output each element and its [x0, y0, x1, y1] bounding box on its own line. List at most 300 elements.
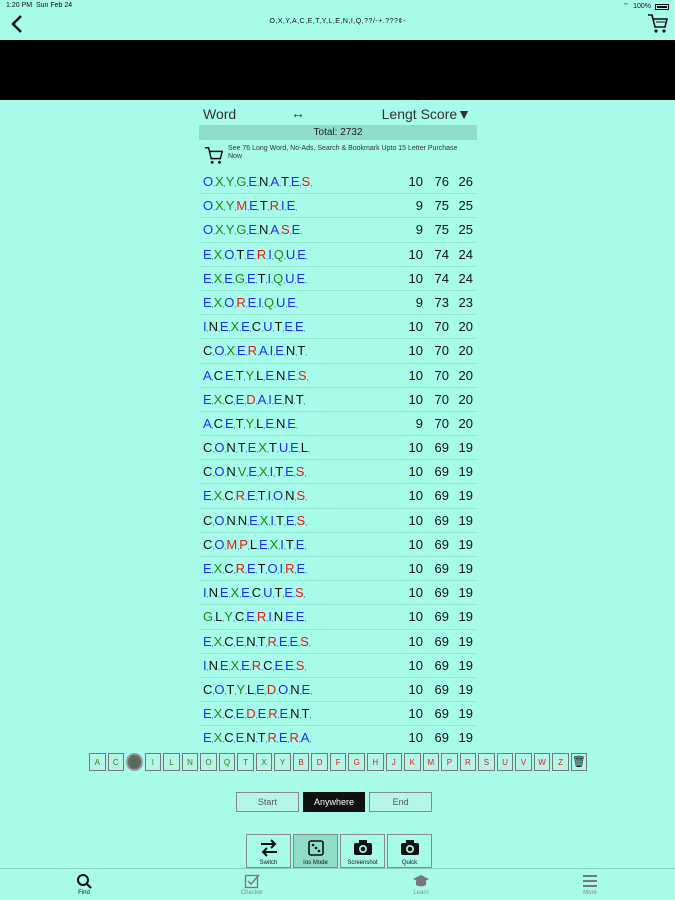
- word-text: [203, 537, 306, 552]
- word-letter: ,: [247, 543, 250, 551]
- tab-learn[interactable]: [401, 873, 441, 896]
- word-row[interactable]: [199, 194, 477, 218]
- word-letter: ,: [273, 350, 276, 358]
- word-scores: [405, 174, 473, 189]
- word-letter: ,: [222, 495, 225, 503]
- word-row[interactable]: [199, 412, 477, 436]
- key-x[interactable]: X: [256, 753, 273, 771]
- word-row[interactable]: [199, 678, 477, 702]
- word-letter: ,: [287, 737, 290, 745]
- key-g[interactable]: G: [348, 753, 365, 771]
- word-row[interactable]: [199, 509, 477, 533]
- word-row[interactable]: [199, 654, 477, 678]
- word-letter: ,: [283, 519, 286, 527]
- word-letter: ,: [285, 422, 288, 430]
- word-letter: ,: [235, 447, 238, 455]
- word-letter: ,: [239, 664, 242, 672]
- screenshot-label: Screenshot: [347, 860, 378, 866]
- word-letter: ,: [294, 519, 297, 527]
- word-letter: ,: [282, 326, 285, 334]
- word-letter: U: [278, 440, 289, 456]
- word-letter: ,: [247, 519, 250, 527]
- word-letter: S: [295, 464, 305, 480]
- word-letter: ,: [223, 181, 226, 188]
- word-letter: S: [301, 174, 311, 189]
- quick-label: Quick: [401, 860, 418, 866]
- score-n2: 69: [434, 440, 449, 456]
- word-letter: ,: [273, 519, 276, 527]
- word-letter: ,: [265, 568, 268, 575]
- word-letter: ,: [222, 616, 225, 624]
- word-letter: ,: [234, 205, 237, 213]
- word-letter: ,: [283, 471, 286, 479]
- position-selector: [236, 792, 432, 812]
- end-button[interactable]: End: [369, 792, 432, 812]
- word-letter: X: [226, 343, 236, 359]
- word-letter: ,: [288, 181, 291, 188]
- word-letter: N: [273, 609, 284, 625]
- word-letter: E: [203, 391, 212, 407]
- word-letter: N: [208, 657, 218, 673]
- word-row[interactable]: [199, 388, 477, 412]
- word-row[interactable]: [199, 364, 477, 388]
- word-text: [203, 198, 297, 213]
- key-m[interactable]: M: [423, 753, 440, 771]
- word-row[interactable]: [199, 291, 477, 315]
- score-n2: 70: [434, 319, 449, 335]
- word-letter: R: [235, 488, 245, 504]
- word-letter: ,: [295, 422, 298, 430]
- word-letter: ,: [271, 616, 274, 624]
- word-letter: E: [247, 294, 257, 310]
- key-b[interactable]: B: [293, 753, 310, 771]
- word-row[interactable]: [199, 436, 477, 460]
- word-letter: O: [214, 343, 225, 359]
- word-letter: E: [203, 488, 212, 504]
- word-letter: ,: [211, 374, 214, 382]
- word-letter: ,: [267, 471, 270, 479]
- word-letter: ,: [234, 181, 237, 188]
- word-letter: ,: [249, 326, 252, 334]
- word-row[interactable]: [199, 339, 477, 363]
- tab-bar: [0, 868, 675, 900]
- word-letter: R: [256, 246, 267, 262]
- word-letter: E: [249, 198, 258, 214]
- word-letter: S: [300, 633, 309, 649]
- key-p[interactable]: P: [441, 753, 458, 771]
- word-letter: S: [296, 488, 306, 504]
- word-letter: E: [249, 512, 258, 528]
- word-letter: ,: [268, 229, 271, 237]
- purchase-promo[interactable]: [199, 143, 477, 168]
- word-letter: N: [246, 730, 256, 746]
- score-n1: 10: [408, 681, 423, 697]
- word-letter: T: [237, 440, 246, 456]
- word-text: [203, 488, 307, 503]
- word-letter: I: [258, 294, 262, 310]
- word-letter: ,: [246, 229, 249, 237]
- word-letter: S: [295, 585, 304, 601]
- key-c[interactable]: C: [108, 753, 125, 771]
- word-letter: ,: [233, 374, 236, 382]
- word-letter: Y: [225, 222, 235, 238]
- word-letter: A: [259, 343, 268, 359]
- key-y[interactable]: Y: [274, 753, 291, 771]
- hamburger-icon: [582, 873, 598, 889]
- word-letter: ,: [273, 471, 276, 479]
- word-letter: E: [224, 270, 233, 286]
- word-letter: ,: [308, 447, 310, 455]
- word-letter: ,: [261, 326, 264, 334]
- key-i[interactable]: I: [145, 753, 162, 771]
- key-v[interactable]: V: [515, 753, 532, 771]
- word-letter: ,: [309, 713, 312, 721]
- word-sort-label[interactable]: Word: [203, 106, 237, 122]
- word-row[interactable]: [199, 170, 477, 194]
- key-q[interactable]: Q: [219, 753, 236, 771]
- word-letter: I: [279, 561, 284, 576]
- word-letter: N: [208, 585, 218, 601]
- word-letter: ,: [285, 301, 288, 309]
- word-letter: T: [274, 319, 283, 335]
- screenshot-button[interactable]: [340, 834, 385, 868]
- score-n3: 19: [458, 609, 473, 625]
- word-letter: X: [213, 730, 223, 746]
- tab-more[interactable]: [570, 873, 610, 896]
- word-letter: A: [300, 730, 310, 746]
- word-letter: ,: [233, 422, 236, 430]
- score-n3: 24: [458, 270, 473, 286]
- word-letter: ,: [272, 326, 275, 334]
- ios-mode-button[interactable]: [293, 834, 338, 868]
- word-scores: [405, 513, 473, 528]
- score-n3: 20: [458, 415, 473, 431]
- word-letter: ,: [276, 447, 279, 455]
- word-letter: E: [273, 391, 283, 407]
- word-letter: C: [224, 706, 234, 722]
- word-letter: ,: [293, 543, 296, 551]
- score-n2: 69: [434, 730, 449, 746]
- word-scores: [405, 609, 473, 624]
- word-letter: ,: [255, 277, 258, 285]
- word-letter: ,: [294, 277, 297, 285]
- score-n3: 19: [458, 464, 473, 480]
- word-letter: E: [219, 585, 229, 601]
- word-letter: ,: [287, 640, 290, 648]
- switch-button[interactable]: [246, 834, 291, 868]
- word-letter: ,: [257, 543, 260, 551]
- camera-icon: [352, 839, 374, 857]
- ad-banner[interactable]: [0, 40, 675, 100]
- word-letter: ,: [267, 205, 270, 213]
- score-n3: 19: [458, 561, 473, 576]
- word-letter: ,: [257, 181, 260, 188]
- word-letter: C: [213, 415, 224, 431]
- word-letter: ,: [298, 447, 301, 455]
- word-letter: T: [235, 367, 244, 383]
- word-letter: C: [251, 585, 262, 601]
- word-letter: ,: [294, 568, 297, 575]
- word-letter: ,: [245, 447, 248, 455]
- word-letter: Y: [225, 198, 235, 214]
- word-letter: E: [203, 294, 212, 310]
- score-n1: 10: [408, 561, 423, 576]
- word-letter: ,: [266, 253, 269, 261]
- word-letter: ,: [244, 616, 247, 624]
- word-letter: A: [270, 222, 280, 238]
- word-letter: ,: [263, 374, 266, 382]
- word-row[interactable]: [199, 460, 477, 484]
- word-letter: T: [257, 730, 266, 746]
- score-n1: 9: [415, 415, 423, 431]
- key-k[interactable]: K: [404, 753, 421, 771]
- word-letter: X: [213, 561, 223, 576]
- word-letter: X: [215, 174, 224, 189]
- word-letter: X: [269, 536, 279, 552]
- score-n1: 10: [408, 464, 423, 480]
- word-letter: T: [226, 681, 235, 697]
- key-s[interactable]: S: [478, 753, 495, 771]
- word-letter: O: [203, 174, 214, 189]
- word-letter: ,: [211, 713, 214, 721]
- word-letter: A: [257, 391, 267, 407]
- key-t[interactable]: T: [237, 753, 254, 771]
- word-letter: E: [301, 681, 311, 697]
- word-list[interactable]: [199, 170, 477, 748]
- tab-checker[interactable]: [232, 873, 272, 896]
- word-letter: E: [284, 319, 294, 335]
- word-scores: [405, 488, 473, 503]
- word-row[interactable]: [199, 243, 477, 267]
- word-letter: Y: [236, 681, 245, 697]
- quick-button[interactable]: [387, 834, 432, 868]
- word-row[interactable]: [199, 218, 477, 242]
- word-scores: [405, 295, 473, 310]
- word-letter: ,: [305, 519, 308, 527]
- word-text: [203, 561, 307, 576]
- word-letter: E: [241, 585, 250, 601]
- swap-arrows-icon[interactable]: ↔: [291, 105, 305, 121]
- word-letter: U: [275, 294, 286, 310]
- word-letter: E: [219, 319, 229, 335]
- word-row[interactable]: [199, 484, 477, 508]
- word-letter: ,: [211, 495, 214, 503]
- word-letter: T: [259, 198, 268, 214]
- word-letter: E: [235, 706, 245, 722]
- word-row[interactable]: [199, 533, 477, 557]
- word-letter: ,: [283, 543, 286, 551]
- word-letter: ,: [254, 374, 257, 382]
- word-letter: ,: [255, 495, 258, 503]
- word-text: [203, 343, 307, 358]
- search-icon: [76, 873, 92, 889]
- word-letter: ,: [213, 181, 216, 188]
- word-text: [203, 609, 306, 624]
- word-scores: [405, 271, 473, 286]
- word-letter: ,: [211, 737, 214, 745]
- word-letter: I: [268, 609, 272, 625]
- word-letter: A: [203, 415, 212, 431]
- key-n[interactable]: N: [182, 753, 199, 771]
- word-letter: E: [259, 536, 268, 552]
- word-letter: M: [226, 536, 238, 552]
- word-letter: V: [237, 464, 247, 480]
- word-letter: Q: [263, 294, 274, 310]
- word-letter: ,: [211, 301, 214, 309]
- word-letter: T: [257, 270, 266, 286]
- word-row[interactable]: [199, 315, 477, 339]
- word-letter: D: [246, 391, 256, 407]
- key-j[interactable]: J: [386, 753, 403, 771]
- word-letter: X: [213, 706, 223, 722]
- word-letter: ,: [272, 592, 275, 600]
- start-button[interactable]: Start: [236, 792, 299, 812]
- word-letter: N: [275, 367, 286, 383]
- word-row[interactable]: [199, 267, 477, 291]
- word-letter: ,: [212, 543, 215, 551]
- word-letter: ,: [213, 616, 216, 624]
- word-letter: ,: [255, 713, 258, 721]
- key-h[interactable]: H: [367, 753, 384, 771]
- key-l[interactable]: L: [163, 753, 180, 771]
- key-w[interactable]: W: [534, 753, 551, 771]
- word-letter: A: [203, 367, 212, 383]
- word-letter: ,: [265, 495, 268, 503]
- word-letter: ,: [305, 495, 308, 503]
- score-n3: 19: [458, 512, 473, 528]
- word-row[interactable]: [199, 557, 477, 581]
- word-letter: ,: [212, 688, 215, 696]
- word-letter: T: [275, 464, 284, 480]
- word-letter: C: [263, 657, 273, 673]
- word-letter: T: [257, 488, 266, 504]
- word-letter: Q: [273, 246, 284, 262]
- word-letter: E: [274, 657, 284, 673]
- cart-icon[interactable]: [647, 12, 669, 34]
- word-letter: ,: [279, 181, 281, 188]
- word-letter: E: [287, 367, 296, 383]
- word-row[interactable]: [199, 581, 477, 605]
- key-d[interactable]: D: [311, 753, 328, 771]
- word-letter: T: [257, 561, 266, 576]
- trash-icon[interactable]: 🗑: [571, 753, 587, 771]
- word-letter: I: [267, 270, 272, 286]
- word-letter: ,: [310, 181, 313, 188]
- word-letter: X: [213, 488, 223, 504]
- word-letter: R: [236, 294, 246, 310]
- word-letter: E: [278, 633, 288, 649]
- word-letter: ,: [282, 592, 285, 600]
- score-n1: 10: [408, 536, 423, 552]
- key-r[interactable]: R: [460, 753, 477, 771]
- word-letter: E: [279, 706, 289, 722]
- word-row[interactable]: [199, 702, 477, 726]
- word-letter: ,: [273, 422, 276, 430]
- word-scores: [405, 464, 473, 479]
- word-letter: ,: [232, 616, 235, 624]
- word-letter: ,: [293, 471, 296, 479]
- word-letter: ,: [299, 713, 302, 721]
- promo-cart-icon: [204, 145, 224, 165]
- word-letter: O: [224, 294, 235, 310]
- score-n3: 19: [458, 440, 473, 456]
- word-letter: ,: [271, 495, 274, 503]
- word-letter: ,: [261, 592, 264, 600]
- anywhere-button[interactable]: Anywhere: [303, 792, 366, 812]
- score-n2: 69: [434, 488, 449, 504]
- key-z[interactable]: Z: [552, 753, 569, 771]
- word-letter: U: [285, 270, 295, 286]
- word-letter: ,: [257, 205, 260, 213]
- word-text: [203, 247, 308, 262]
- word-row[interactable]: [199, 630, 477, 654]
- word-letter: ,: [284, 205, 287, 213]
- word-row[interactable]: [199, 726, 477, 748]
- word-letter: ,: [293, 592, 296, 600]
- word-text: [203, 464, 306, 479]
- word-scores: [405, 368, 473, 383]
- battery-text: 100%: [633, 3, 651, 10]
- score-n3: 26: [458, 174, 473, 189]
- word-letter: ,: [234, 253, 237, 261]
- word-letter: ,: [256, 301, 259, 309]
- word-letter: C: [203, 681, 213, 697]
- word-letter: I: [269, 464, 274, 480]
- word-letter: R: [235, 561, 245, 576]
- word-letter: E: [265, 367, 274, 383]
- word-letter: E: [265, 415, 274, 431]
- key-u[interactable]: U: [497, 753, 514, 771]
- word-scores: [405, 416, 473, 431]
- word-letter: E: [284, 585, 294, 601]
- word-letter: E: [246, 270, 256, 286]
- key-o[interactable]: O: [200, 753, 217, 771]
- word-letter: E: [287, 415, 296, 431]
- word-letter: ,: [244, 640, 247, 648]
- word-letter: Y: [225, 174, 235, 189]
- key-a[interactable]: A: [89, 753, 106, 771]
- word-text: [203, 392, 306, 407]
- word-letter: E: [289, 633, 299, 649]
- word-letter: X: [213, 270, 223, 286]
- key-e[interactable]: E: [126, 753, 143, 771]
- score-n3: 20: [458, 319, 473, 335]
- score-n3: 19: [458, 706, 473, 722]
- word-row[interactable]: [199, 605, 477, 629]
- score-n1: 9: [415, 222, 423, 238]
- word-letter: ,: [300, 229, 303, 237]
- length-score-sort[interactable]: Lengt Score▼: [381, 106, 471, 122]
- word-letter: Y: [245, 415, 255, 431]
- word-letter: ,: [255, 737, 258, 745]
- word-letter: ,: [305, 568, 308, 575]
- letter-keyboard: [89, 752, 587, 771]
- word-letter: ,: [234, 229, 237, 237]
- score-n2: 69: [434, 561, 449, 576]
- word-letter: ,: [299, 181, 302, 188]
- word-letter: ,: [234, 688, 237, 696]
- word-letter: R: [256, 609, 267, 625]
- word-text: [203, 682, 312, 697]
- word-text: [203, 222, 302, 237]
- word-scores: [405, 561, 473, 576]
- key-f[interactable]: F: [330, 753, 347, 771]
- word-letter: ,: [222, 277, 225, 285]
- word-letter: ,: [223, 205, 226, 213]
- word-text: [203, 271, 307, 286]
- word-letter: I: [268, 391, 272, 407]
- tab-find[interactable]: [64, 873, 104, 896]
